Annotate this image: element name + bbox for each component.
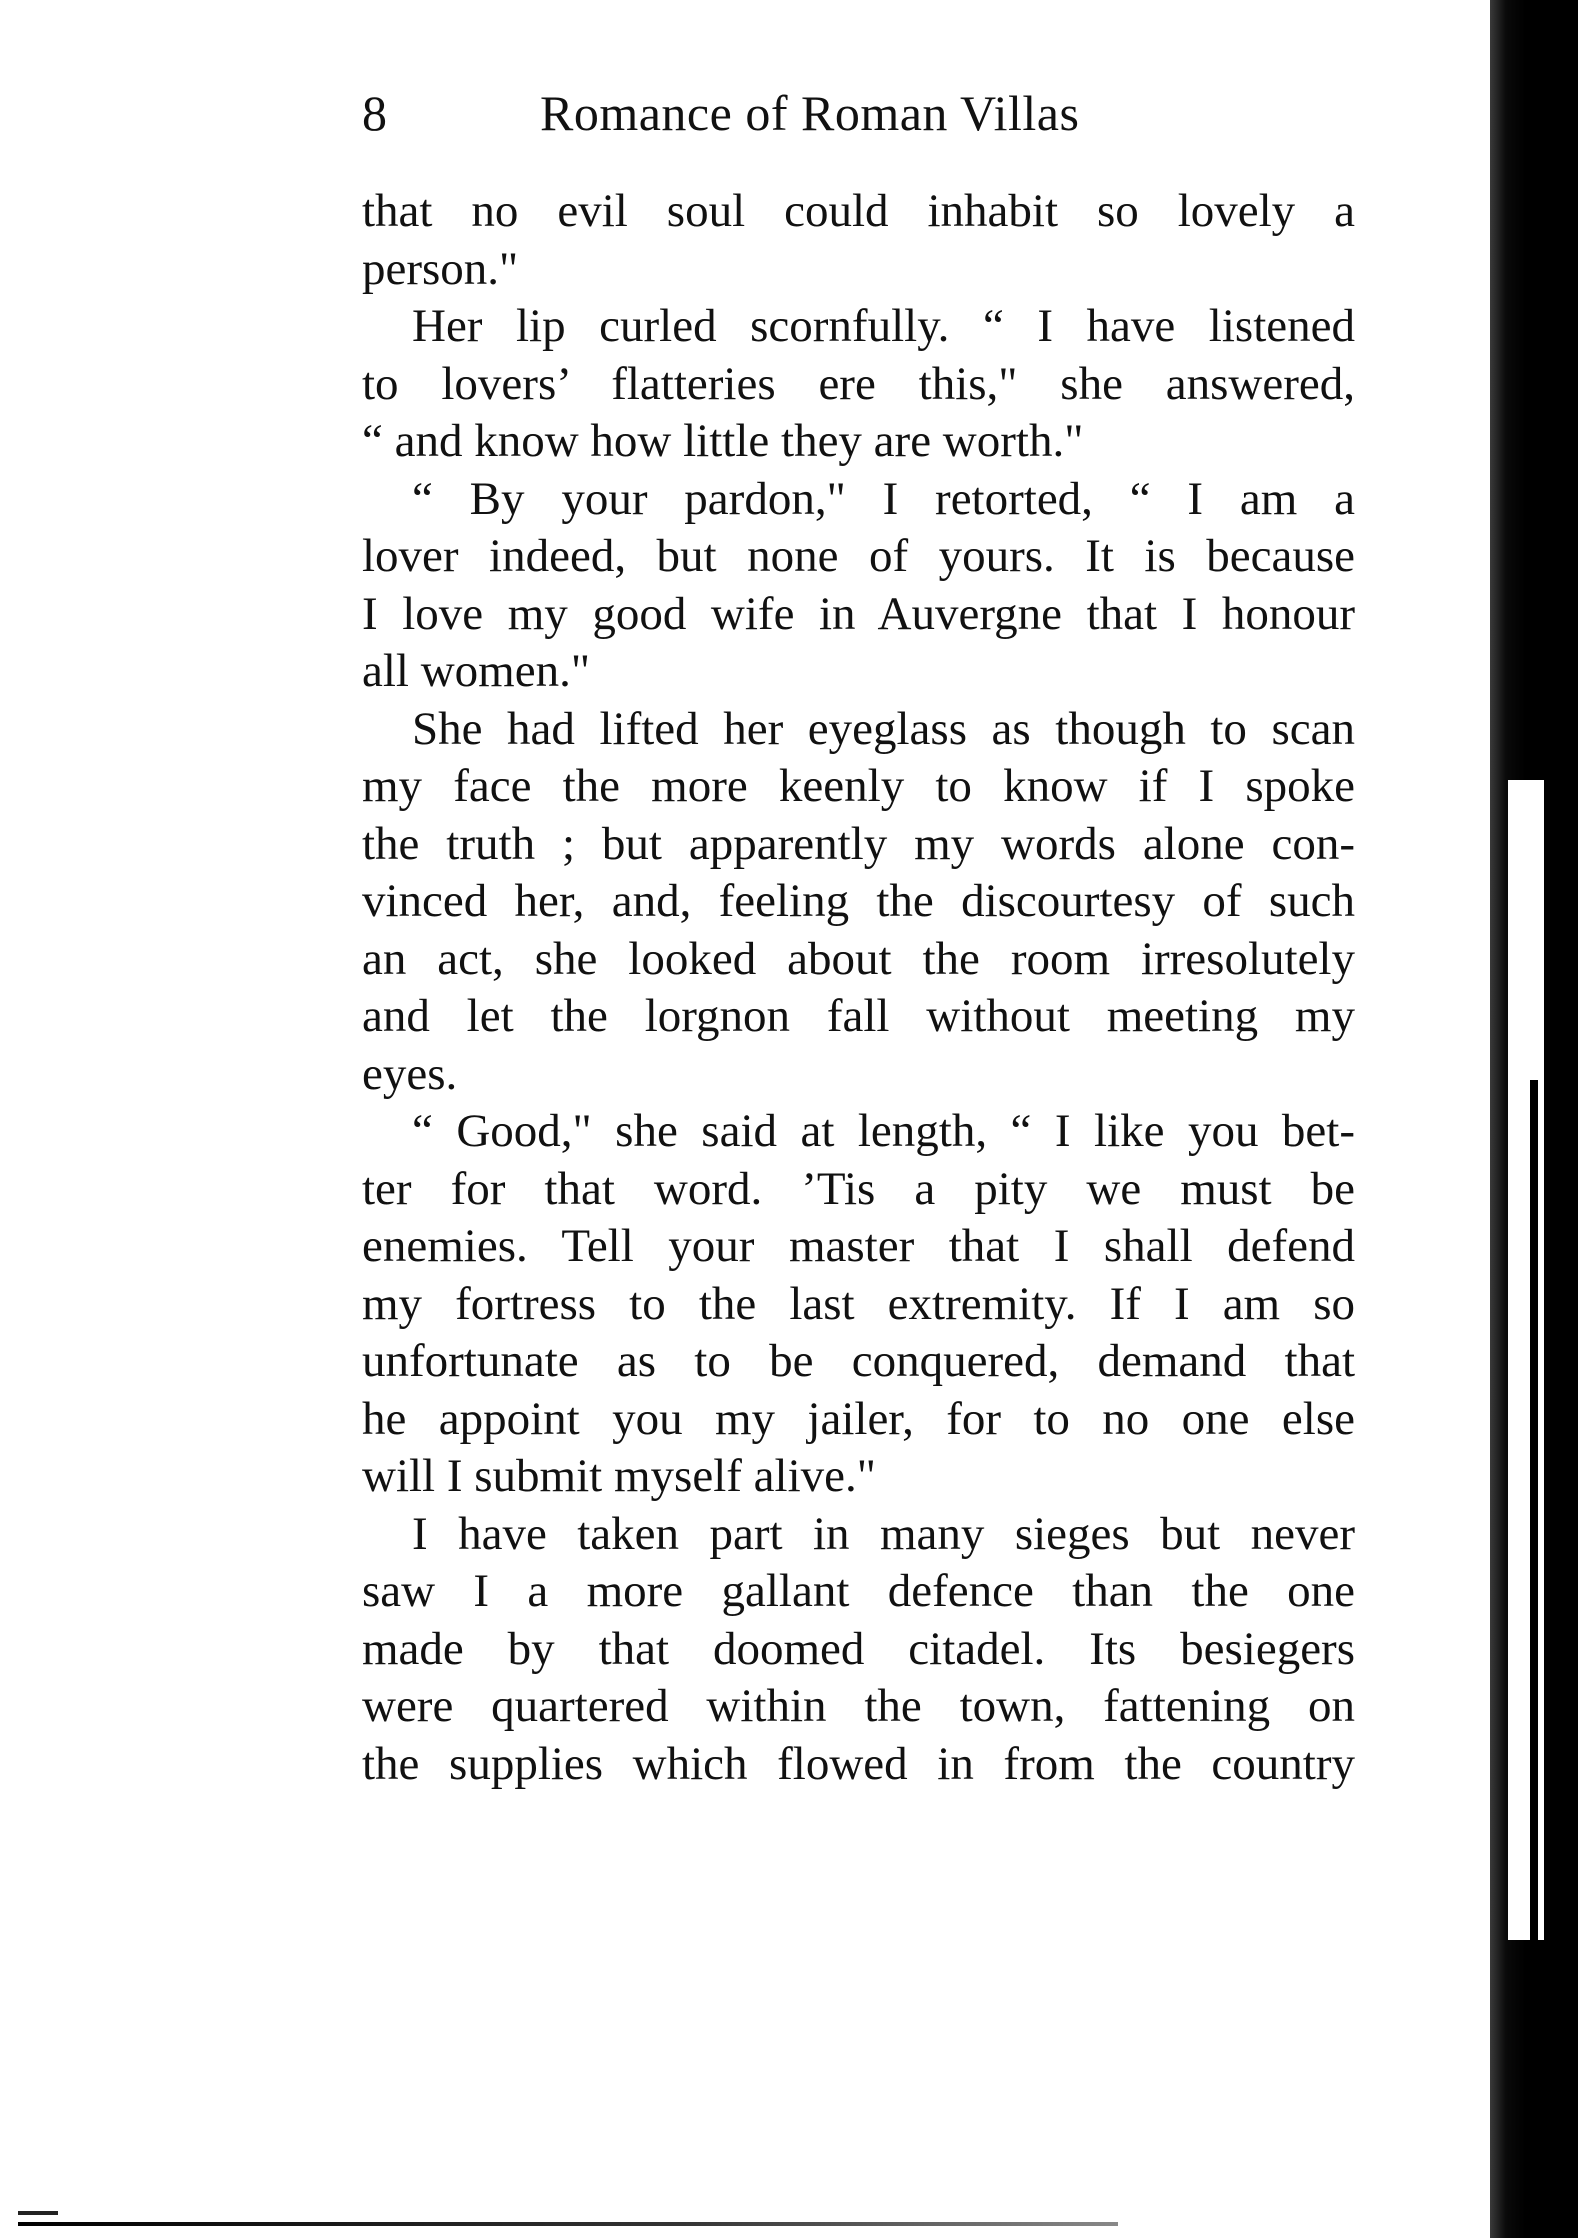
text-line: all women."	[362, 645, 591, 697]
text-line: “ and know how little they are worth."	[362, 415, 1084, 467]
text-line: to lovers’ flatteries ere this," she answered,	[362, 357, 1355, 410]
text-line: the truth ; but apparently my words alone con-	[362, 817, 1355, 870]
page-number: 8	[362, 85, 387, 141]
scan-mark	[18, 2211, 58, 2215]
text-line: my face the more keenly to know if I spoke	[362, 760, 1355, 812]
text-line: made by that doomed citadel. Its besiegers	[362, 1622, 1355, 1675]
page-header	[362, 78, 1362, 148]
running-title: Romance of Roman Villas	[540, 85, 1080, 141]
text-line: my fortress to the last extremity. If I am so	[362, 1277, 1355, 1330]
text-line: person."	[362, 242, 519, 295]
text-line: unfortunate as to be conquered, demand that	[362, 1335, 1355, 1387]
text-line: vinced her, and, feeling the discourtesy of such	[362, 875, 1355, 927]
text-line: and let the lorgnon fall without meeting my	[362, 990, 1355, 1042]
text-line: that no evil soul could inhabit so lovely a	[362, 185, 1355, 237]
text-line: the supplies which flowed in from the country	[362, 1737, 1355, 1790]
body-text	[362, 183, 1355, 1793]
text-line: eyes.	[362, 1047, 458, 1100]
binding-rule	[1530, 1080, 1538, 1940]
text-line: saw I a more gallant defence than the one	[362, 1565, 1355, 1617]
text-line: “ Good," she said at length, “ I like you bet-	[412, 1105, 1355, 1157]
text-line: Her lip curled scornfully. “ I have listened	[412, 300, 1355, 352]
text-line: enemies. Tell your master that I shall defend	[362, 1220, 1355, 1272]
binding-notch	[1508, 780, 1544, 1940]
text-line: “ By your pardon," I retorted, “ I am a	[412, 472, 1355, 525]
text-line: an act, she looked about the room irresolutely	[362, 932, 1355, 985]
text-line: I have taken part in many sieges but never	[412, 1507, 1355, 1560]
text-line: ter for that word. ’Tis a pity we must be	[362, 1162, 1355, 1215]
text-line: he appoint you my jailer, for to no one else	[362, 1392, 1355, 1445]
text-line: I love my good wife in Auvergne that I honour	[362, 587, 1355, 640]
text-line: will I submit myself alive."	[362, 1450, 876, 1502]
text-line: lover indeed, but none of yours. It is because	[362, 530, 1355, 582]
bottom-edge-rule	[18, 2222, 1118, 2226]
text-line: She had lifted her eyeglass as though to scan	[412, 702, 1355, 755]
text-line: were quartered within the town, fattening on	[362, 1680, 1355, 1732]
